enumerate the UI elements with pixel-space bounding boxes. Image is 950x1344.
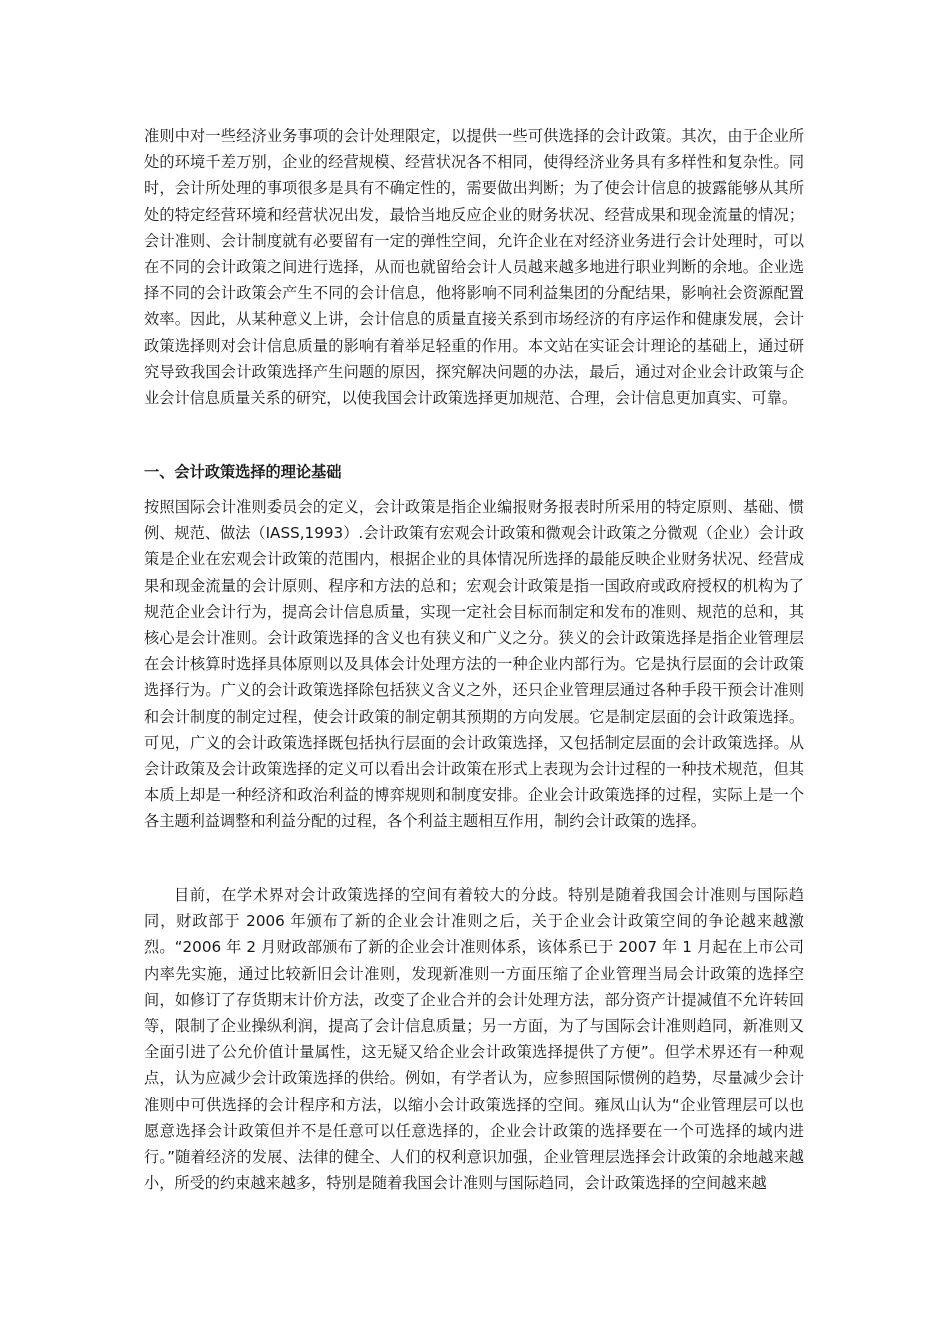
body-paragraph-intro: 准则中对一些经济业务事项的会计处理限定，以提供一些可供选择的会计政策。其次，由于企业所处的环境千差万别，企业的经营规模、经营状况各不相同，使得经济业务具有多样性和复杂性。同时，会计所处理的事项很多是具有不确定性的，需要做出判断；为了使会计信息的披露能够从其所处的特定经营环境和经营状况出发，最恰当地反应企业的财务状况、经营成果和现金流量的情况；会计准则、会计制度就有必要留有一定的弹性空间，允许企业在对经济业务进行会计处理时，可以在不同的会计政策之间进行选择，从而也就留给会计人员越来越多地进行职业判断的余地。企业选择不同的会计政策会产生不同的会计信息，他将影响不同利益集团的分配结果，影响社会资源配置效率。因此，从某种意义上讲，会计信息的质量直接关系到市场经济的有序运作和健康发展，会计政策选择则对会计信息质量的影响有着举足轻重的作用。本文站在实证会计理论的基础上，通过研究导致我国会计政策选择产生问题的原因，探究解决问题的办法，最后，通过对企业会计政策与企业会计信息质量关系的研究，以使我国会计政策选择更加规范、合理，会计信息更加真实、可靠。 xyxy=(144,127,804,408)
section-heading: 一、会计政策选择的理论基础 xyxy=(144,463,342,481)
body-paragraph-debate: 目前，在学术界对会计政策选择的空间有着较大的分歧。特别是随着我国会计准则与国际趋同，财政部于 2006 年颁布了新的企业会计准则之后，关于企业会计政策空间的争论越来越激烈。“2006 年 2 月财政部颁布了新的企业会计准则体系，该体系已于 2007 年 1 月起在上市公司内率先实施，通过比较新旧会计准则，发现新准则一方面压缩了企业管理当局会计政策的选择空间，如修订了存货期末计价方法，改变了企业合并的会计处理方法，部分资产计提减值不允许转回等，限制了企业操纵利润，提高了会计信息质量；另一方面，为了与国际会计准则趋同，新准则又全面引进了公允价值计量属性，这无疑又给企业会计政策选择提供了方便”。但学术界还有一种观点，认为应减少会计政策选择的供给。例如，有学者认为，应参照国际惯例的趋势，尽量减少会计准则中可供选择的会计程序和方法，以缩小会计政策选择的空间。雍凤山认为“企业管理层可以也愿意选择会计政策但并不是任意可以任意选择的，企业会计政策的选择要在一个可选择的域内进行。”随着经济的发展、法律的健全、人们的权利意识加强，企业管理层选择会计政策的余地越来越小，所受的约束越来越多，特别是随着我国会计准则与国际趋同，会计政策选择的空间越来越 xyxy=(144,886,804,1193)
body-paragraph-definition: 按照国际会计准则委员会的定义，会计政策是指企业编报财务报表时所采用的特定原则、基础、惯例、规范、做法（IASS,1993）.会计政策有宏观会计政策和微观会计政策之分微观（企业）会计政策是企业在宏观会计政策的范围内，根据企业的具体情况所选择的最能反映企业财务状况、经营成果和现金流量的会计原则、程序和方法的总和；宏观会计政策是指一国政府或政府授权的机构为了规范企业会计行为，提高会计信息质量，实现一定社会目标而制定和发布的准则、规范的总和，其核心是会计准则。会计政策选择的含义也有狭义和广义之分。狭义的会计政策选择是指企业管理层在会计核算时选择具体原则以及具体会计处理方法的一种企业内部行为。它是执行层面的会计政策选择行为。广义的会计政策选择除包括狭义含义之外，还只企业管理层通过各种手段干预会计准则和会计制度的制定过程，使会计政策的制定朝其预期的方向发展。它是制定层面的会计政策选择。可见，广义的会计政策选择既包括执行层面的会计政策选择，又包括制定层面的会计政策选择。从会计政策及会计政策选择的定义可以看出会计政策在形式上表现为会计过程的一种技术规范，但其本质上却是一种经济和政治利益的博弈规则和制度安排。企业会计政策选择的过程，实际上是一个各主题利益调整和利益分配的过程，各个利益主题相互作用，制约会计政策的选择。 xyxy=(144,498,804,831)
